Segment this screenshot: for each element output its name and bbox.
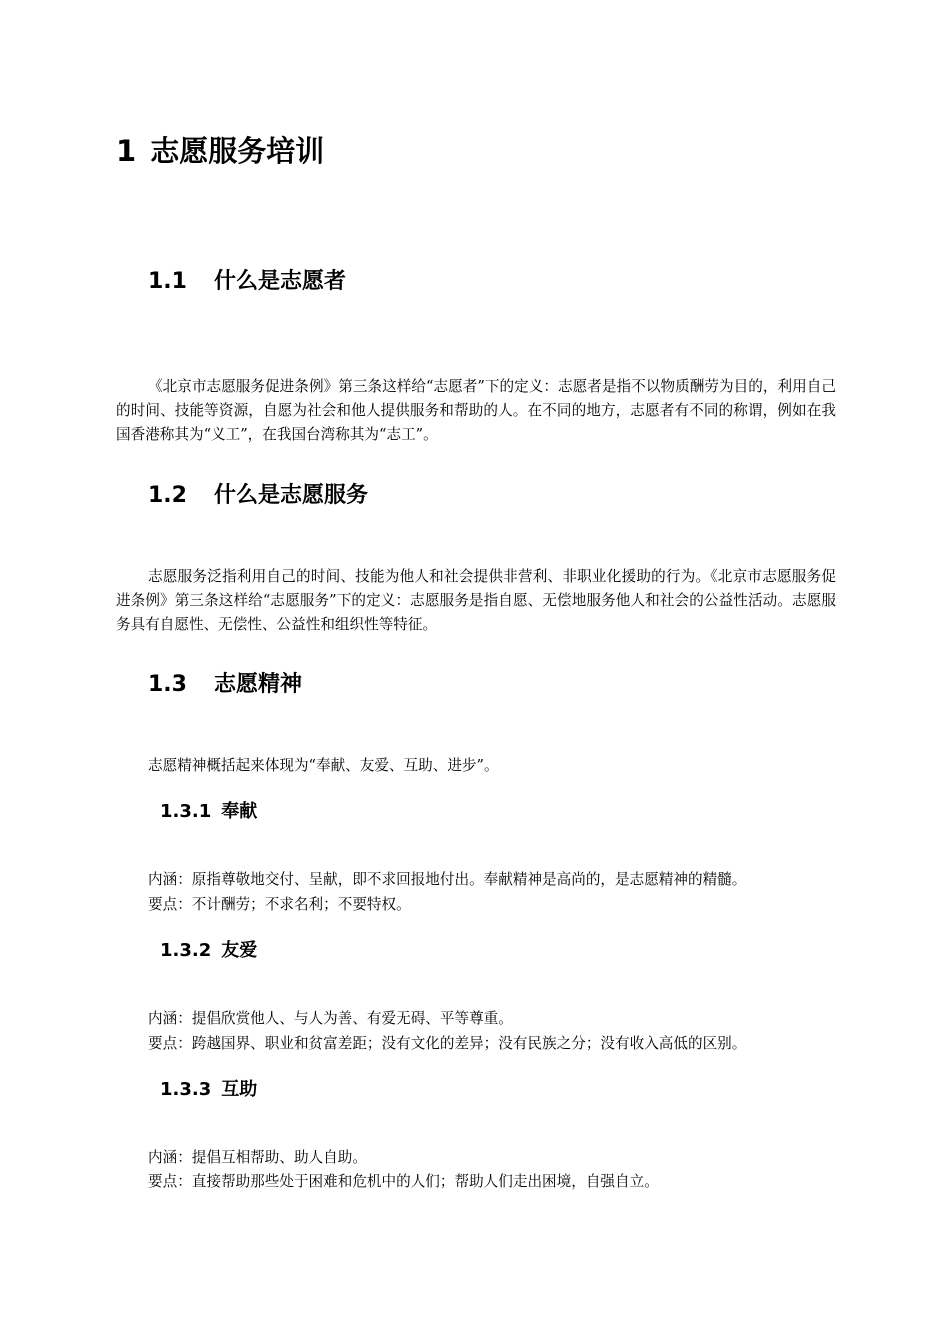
section-number: 1.3 — [148, 672, 187, 697]
section-1-2-paragraph: 志愿服务泛指利用自己的时间、技能为他人和社会提供非营利、非职业化援助的行为。《北京市志愿服务促进条例》第三条这样给“志愿服务”下的定义：志愿服务是指自愿、无偿地服务他人和社会的公益性活动。志愿服务具有自愿性、无偿性、公益性和组织性等特征。 — [116, 568, 836, 633]
subsection-meaning: 内涵：提倡互相帮助、助人自助。 — [148, 1149, 367, 1166]
subsection-heading-1-3-2 — [160, 937, 257, 965]
section-number: 1.2 — [148, 483, 187, 508]
section-heading-1-3 — [148, 669, 302, 701]
section-1-3-intro: 志愿精神概括起来体现为“奉献、友爱、互助、进步”。 — [148, 757, 499, 774]
subsection-points: 要点：直接帮助那些处于困难和危机中的人们；帮助人们走出困境，自强自立。 — [148, 1173, 659, 1190]
subsection-points: 要点：跨越国界、职业和贫富差距；没有文化的差异；没有民族之分；没有收入高低的区别。 — [148, 1035, 747, 1052]
section-heading-1-1 — [148, 266, 346, 298]
subsection-title: 友爱 — [221, 940, 258, 961]
subsection-heading-1-3-3 — [160, 1076, 257, 1104]
subsection-title: 互助 — [221, 1079, 258, 1100]
section-title: 什么是志愿者 — [214, 269, 347, 294]
chapter-heading — [116, 129, 324, 173]
section-title: 志愿精神 — [214, 672, 303, 697]
chapter-number: 1 — [116, 134, 137, 168]
section-heading-1-2 — [148, 480, 368, 512]
subsection-heading-1-3-1 — [160, 798, 257, 826]
subsection-number: 1.3.2 — [160, 940, 212, 961]
subsection-meaning: 内涵：提倡欣赏他人、与人为善、有爱无碍、平等尊重。 — [148, 1010, 513, 1027]
section-title: 什么是志愿服务 — [214, 483, 369, 508]
subsection-number: 1.3.1 — [160, 801, 212, 822]
chapter-title: 志愿服务培训 — [150, 134, 325, 168]
subsection-points: 要点：不计酬劳；不求名利；不要特权。 — [148, 896, 411, 913]
subsection-meaning: 内涵：原指尊敬地交付、呈献，即不求回报地付出。奉献精神是高尚的，是志愿精神的精髓。 — [148, 871, 747, 888]
subsection-number: 1.3.3 — [160, 1079, 212, 1100]
section-number: 1.1 — [148, 269, 187, 294]
subsection-title: 奉献 — [221, 801, 258, 822]
section-1-1-paragraph: 《北京市志愿服务促进条例》第三条这样给“志愿者”下的定义：志愿者是指不以物质酬劳为目的，利用自己的时间、技能等资源，自愿为社会和他人提供服务和帮助的人。在不同的地方，志愿者有不同的称谓，例如在我国香港称其为“义工”，在我国台湾称其为“志工”。 — [116, 378, 836, 443]
